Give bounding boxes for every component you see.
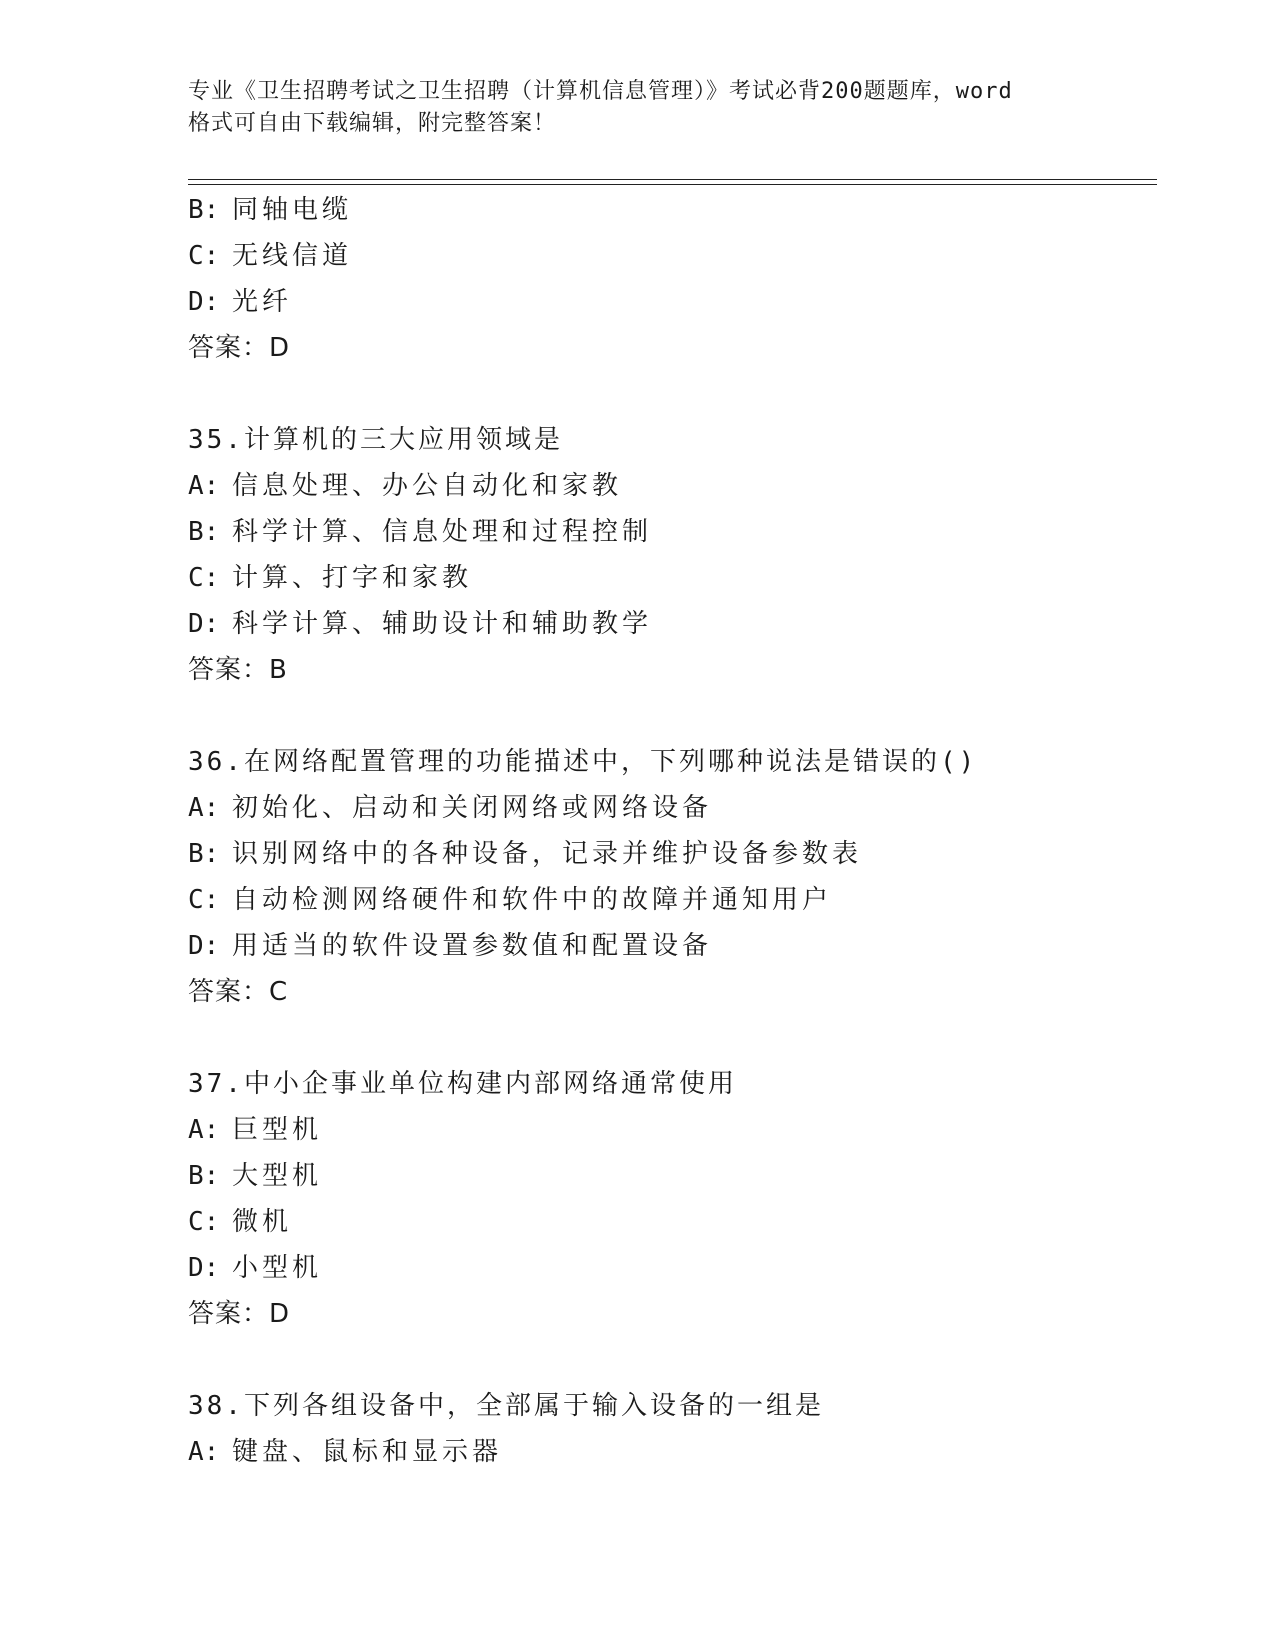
option-letter: B: bbox=[188, 839, 220, 869]
option-letter: B: bbox=[188, 1161, 220, 1191]
option-c bbox=[188, 555, 1148, 601]
option-letter: D: bbox=[188, 609, 220, 639]
option-a bbox=[188, 463, 1148, 509]
question-36-stem: 36.在网络配置管理的功能描述中，下列哪种说法是错误的() bbox=[188, 747, 978, 777]
option-letter: D: bbox=[188, 287, 220, 317]
option-letter: C: bbox=[188, 241, 220, 271]
header-line-2: 格式可自由下载编辑，附完整答案！ bbox=[188, 111, 557, 136]
question-list bbox=[188, 187, 1148, 1475]
option-b bbox=[188, 831, 1148, 877]
option-text: 信息处理、办公自动化和家教 bbox=[232, 471, 623, 501]
document-header bbox=[188, 76, 1088, 140]
answer-line: 答案：D bbox=[188, 1299, 291, 1329]
option-text: 科学计算、信息处理和过程控制 bbox=[232, 517, 653, 547]
option-letter: C: bbox=[188, 563, 220, 593]
option-letter: C: bbox=[188, 1207, 220, 1237]
option-b bbox=[188, 187, 1148, 233]
spacer bbox=[188, 371, 1148, 417]
header-line-1: 专业《卫生招聘考试之卫生招聘（计算机信息管理）》考试必背200题题库，word bbox=[188, 79, 1013, 104]
option-text: 用适当的软件设置参数值和配置设备 bbox=[232, 931, 713, 961]
option-d bbox=[188, 601, 1148, 647]
spacer bbox=[188, 693, 1148, 739]
header-divider-top bbox=[188, 179, 1157, 180]
option-text: 计算、打字和家教 bbox=[232, 563, 473, 593]
option-letter: C: bbox=[188, 885, 220, 915]
answer-line: 答案：C bbox=[188, 977, 289, 1007]
option-c bbox=[188, 1199, 1148, 1245]
option-letter: A: bbox=[188, 1437, 220, 1467]
header-divider-bottom bbox=[188, 184, 1157, 185]
option-d bbox=[188, 923, 1148, 969]
option-letter: D: bbox=[188, 931, 220, 961]
option-text: 识别网络中的各种设备，记录并维护设备参数表 bbox=[232, 839, 863, 869]
option-text: 巨型机 bbox=[232, 1115, 323, 1145]
option-text: 无线信道 bbox=[232, 241, 353, 271]
option-a bbox=[188, 1107, 1148, 1153]
option-text: 大型机 bbox=[232, 1161, 323, 1191]
option-text: 初始化、启动和关闭网络或网络设备 bbox=[232, 793, 713, 823]
option-c bbox=[188, 233, 1148, 279]
option-text: 科学计算、辅助设计和辅助教学 bbox=[232, 609, 653, 639]
question-38-stem: 38.下列各组设备中，全部属于输入设备的一组是 bbox=[188, 1391, 824, 1421]
option-letter: D: bbox=[188, 1253, 220, 1283]
spacer bbox=[188, 1337, 1148, 1383]
option-letter: A: bbox=[188, 793, 220, 823]
question-37-stem: 37.中小企事业单位构建内部网络通常使用 bbox=[188, 1069, 737, 1099]
answer-line: 答案：D bbox=[188, 333, 291, 363]
option-text: 自动检测网络硬件和软件中的故障并通知用户 bbox=[232, 885, 833, 915]
option-letter: A: bbox=[188, 471, 220, 501]
option-letter: A: bbox=[188, 1115, 220, 1145]
option-text: 键盘、鼠标和显示器 bbox=[232, 1437, 503, 1467]
option-a bbox=[188, 1429, 1148, 1475]
option-text: 光纤 bbox=[232, 287, 293, 317]
answer-line: 答案：B bbox=[188, 655, 288, 685]
option-b bbox=[188, 1153, 1148, 1199]
question-35-stem: 35.计算机的三大应用领域是 bbox=[188, 425, 563, 455]
option-b bbox=[188, 509, 1148, 555]
option-text: 微机 bbox=[232, 1207, 293, 1237]
spacer bbox=[188, 1015, 1148, 1061]
option-text: 小型机 bbox=[232, 1253, 323, 1283]
option-text: 同轴电缆 bbox=[232, 195, 353, 225]
option-letter: B: bbox=[188, 195, 220, 225]
option-letter: B: bbox=[188, 517, 220, 547]
option-c bbox=[188, 877, 1148, 923]
option-d bbox=[188, 1245, 1148, 1291]
option-d bbox=[188, 279, 1148, 325]
option-a bbox=[188, 785, 1148, 831]
